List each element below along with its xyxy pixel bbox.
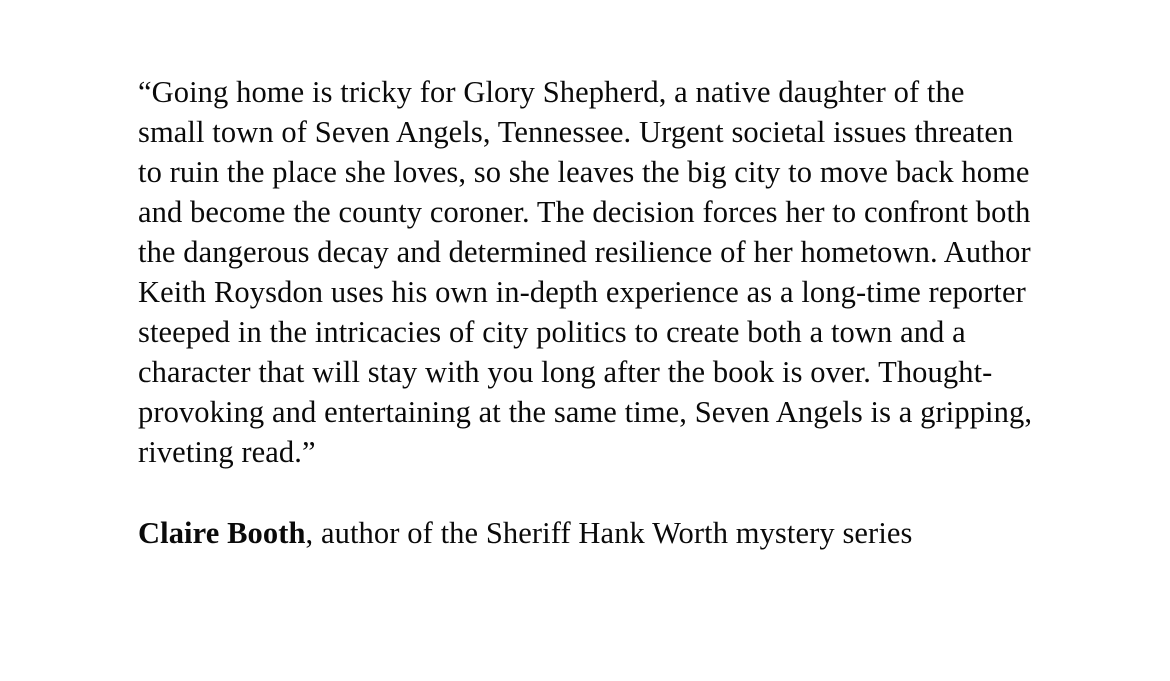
attribution-line <box>138 513 1038 553</box>
attribution-author: Claire Booth <box>138 516 306 550</box>
blurb-paragraph: “Going home is tricky for Glory Shepherd, a native daughter of the small town of Seven Angels, Tennessee. Urgent societal issues threaten to ruin the place she loves, so she leaves the big city to move back home and become the county coroner. The decision forces her to confront both the dangerous decay and determined resilience of her hometown. Author Keith Roysdon uses his own in-depth experience as a long-time reporter steeped in the intricacies of city politics to create both a town and a character that will stay with you long after the book is over. Thought-provoking and entertaining at the same time, Seven Angels is a gripping, riveting read.” <box>138 75 1033 469</box>
attribution-credit: , author of the Sheriff Hank Worth mystery series <box>305 516 913 550</box>
